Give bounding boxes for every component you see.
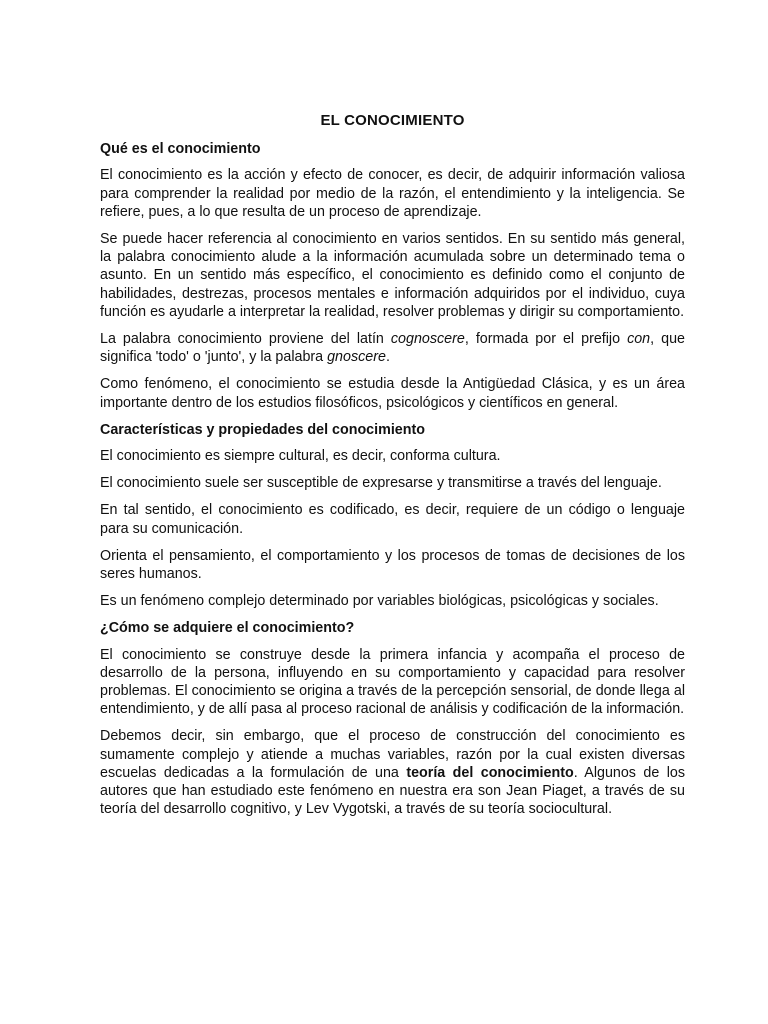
text-run: Debemos decir, sin embargo, que el proceso de construcción del conocimiento es sumamente complejo y atiende a muchas variables, razón por la cual existen diversas escuelas dedicadas a la formulación de una [100, 728, 685, 781]
italic-term: gnoscere [327, 349, 386, 366]
paragraph-etymology [100, 330, 685, 366]
paragraph: El conocimiento es la acción y efecto de conocer, es decir, de adquirir información valiosa para comprender la realidad por medio de la razón, el entendimiento y la inteligencia. Se refiere, pues, a lo que resulta de un proceso de aprendizaje. [100, 167, 685, 220]
document-title: EL CONOCIMIENTO [320, 112, 465, 129]
paragraph: Como fenómeno, el conocimiento se estudia desde la Antigüedad Clásica, y es un área importante dentro de los estudios filosóficos, psicológicos y científicos en general. [100, 376, 685, 411]
paragraph: El conocimiento suele ser susceptible de expresarse y transmitirse a través del lenguaje. [100, 475, 662, 492]
document-page [100, 112, 685, 828]
section-heading-caracteristicas: Características y propiedades del conocimiento [100, 421, 425, 438]
italic-term: con [627, 331, 651, 348]
paragraph: El conocimiento es siempre cultural, es decir, conforma cultura. [100, 448, 501, 465]
italic-term: cognoscere [390, 331, 465, 348]
text-run: La palabra conocimiento proviene del latín [100, 331, 391, 348]
text-run: , formada por el prefijo [464, 331, 628, 348]
paragraph: Es un fenómeno complejo determinado por variables biológicas, psicológicas y sociales. [100, 593, 659, 610]
section-heading-como-se-adquiere: ¿Cómo se adquiere el conocimiento? [100, 620, 355, 637]
text-run: . Algunos de los autores que han estudiado este fenómeno en nuestra era son Jean Piaget, a través de su teoría del desarrollo cognitivo, y Lev Vygotski, a través de su teoría sociocultural. [100, 764, 685, 818]
paragraph: Se puede hacer referencia al conocimiento en varios sentidos. En su sentido más general, la palabra conocimiento alude a la información acumulada sobre un determinado tema o asunto. En un sentido más específico, el conocimiento es definido como el conjunto de habilidades, destrezas, procesos mentales e información adquiridos por el individuo, cuya función es ayudarle a interpretar la realidad, resolver problemas y dirigir su comportamiento. [100, 231, 685, 320]
paragraph: En tal sentido, el conocimiento es codificado, es decir, requiere de un código o lenguaje para su comunicación. [100, 502, 685, 537]
section-heading-que-es: Qué es el conocimiento [100, 141, 261, 158]
paragraph: El conocimiento se construye desde la primera infancia y acompaña el proceso de desarrollo de la persona, influyendo en su comportamiento y capacidad para resolver problemas. El conocimiento se origina a través de la percepción sensorial, de donde llega al entendimiento, y de allí pasa al proceso racional de análisis y codificación de la información. [100, 646, 685, 718]
text-run: . [385, 349, 390, 366]
bold-term: teoría del conocimiento [406, 764, 574, 781]
paragraph: Orienta el pensamiento, el comportamiento y los procesos de tomas de decisiones de los seres humanos. [100, 547, 685, 583]
text-run: , que significa 'todo' o 'junto', y la palabra [100, 331, 685, 366]
paragraph-theory [100, 727, 685, 818]
